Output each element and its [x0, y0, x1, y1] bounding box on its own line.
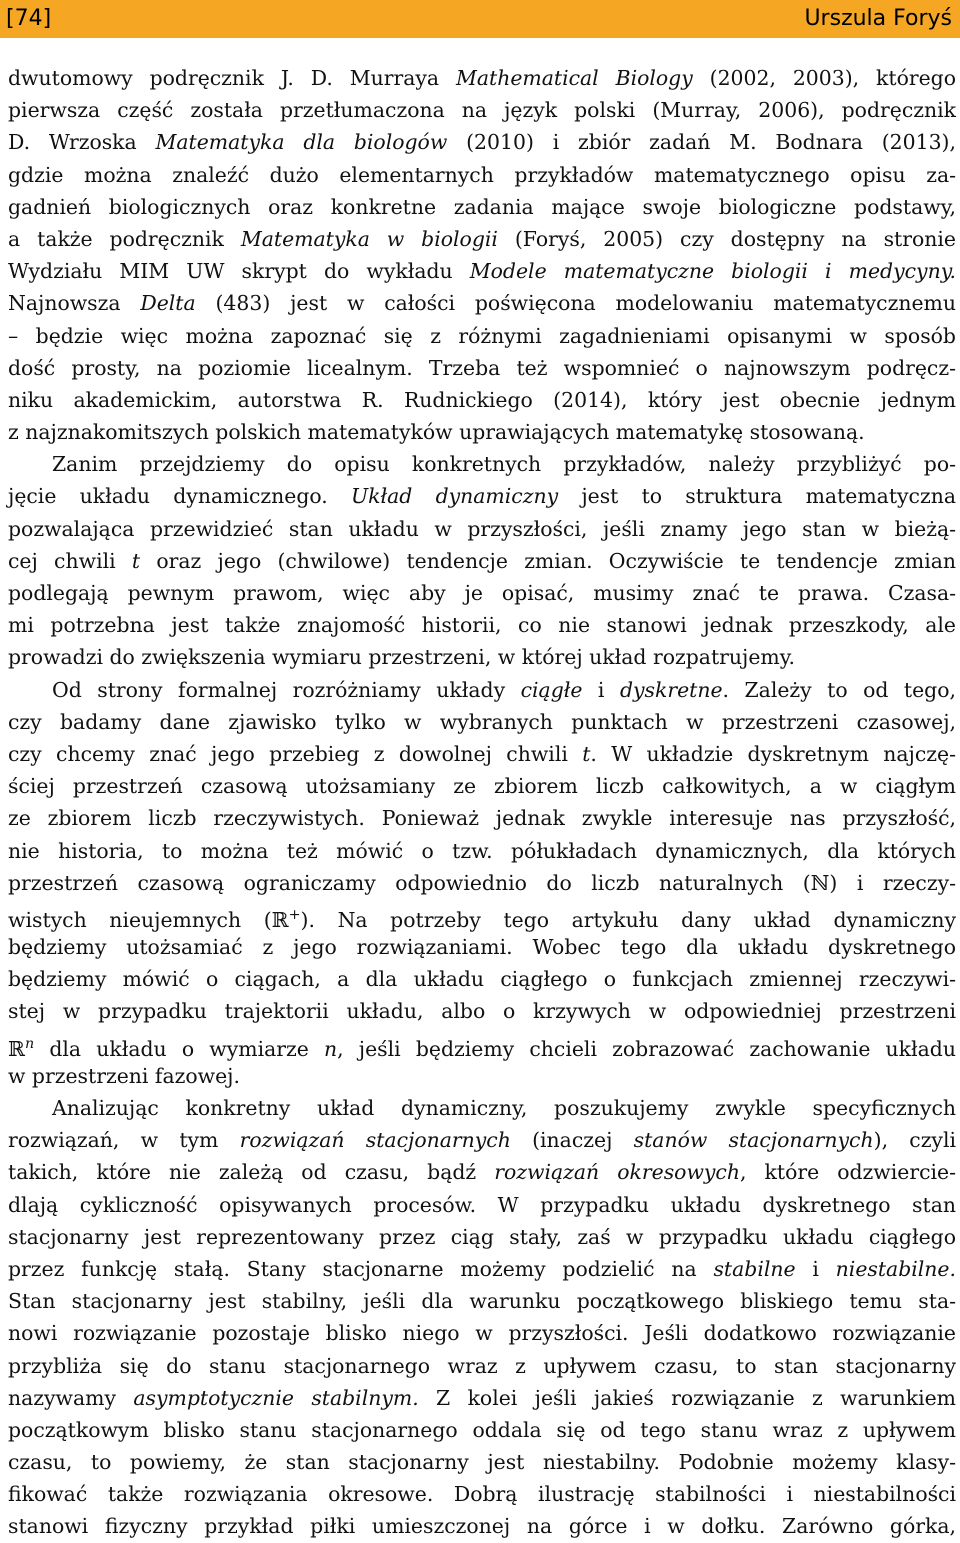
text-line: [8, 94, 956, 126]
text-line: [8, 835, 956, 867]
text-line: [8, 545, 956, 577]
text-segment: gadnień biologicznych oraz konkretne zadania mające swoje biologiczne podstawy,: [8, 194, 956, 219]
text-segment: (2002, 2003), którego: [692, 66, 956, 90]
text-segment: czasu, to powiemy, że stan stacjonarny jest niestabilny. Podobnie możemy klasy-: [8, 1450, 956, 1475]
text-segment: nie historia, to można też mówić o tzw. półukładach dynamicznych, dla których: [8, 838, 956, 863]
text-line: [8, 1414, 956, 1446]
text-segment: rozwiązań, w tym: [8, 1128, 240, 1153]
text-segment: pierwsza część została przetłumaczona na język polski (Murray, 2006), podręcznik: [8, 98, 956, 123]
text-segment: Zanim przejdziemy do opisu konkretnych przykładów, należy przybliżyć po-: [52, 452, 956, 477]
text-segment: przybliża się do stanu stacjonarnego wraz z upływem czasu, to stan stacjonarny: [8, 1353, 956, 1378]
italic-text: Mathematical Biology: [455, 66, 693, 90]
text-line: [8, 480, 956, 512]
text-line: [8, 1060, 956, 1092]
text-segment: Analizując konkretny układ dynamiczny, poszukujemy zwykle specyficznych: [52, 1096, 956, 1120]
text-segment: i: [795, 1256, 836, 1281]
text-segment: ściej przestrzeń czasową utożsamiany ze zbiorem liczb całkowitych, a w ciągłym: [8, 774, 956, 799]
text-line: [8, 1350, 956, 1382]
italic-text: t: [582, 741, 591, 766]
italic-text: niestabilne.: [835, 1256, 956, 1281]
text-segment: (Foryś, 2005) czy dostępny na stronie: [497, 226, 956, 251]
text-line: [8, 255, 956, 287]
text-segment: ). Na potrzeby tego artykułu dany układ dynamiczny: [300, 907, 956, 932]
text-line: [8, 448, 956, 480]
italic-text: n: [24, 1035, 35, 1052]
text-segment: , które odzwiercie-: [739, 1160, 956, 1185]
text-segment: stacjonarny jest reprezentowany przez ciąg stały, zaś w przypadku układu ciągłego: [8, 1224, 956, 1249]
text-line: [8, 577, 956, 609]
text-segment: a także podręcznik: [8, 226, 241, 251]
text-line: [8, 1253, 956, 1285]
text-line: [8, 1124, 956, 1156]
text-segment: ℝ: [8, 1036, 25, 1061]
text-line: [8, 770, 956, 802]
italic-text: ciągłe: [520, 677, 583, 702]
text-line: [8, 1317, 956, 1349]
text-line: [8, 191, 956, 223]
text-segment: oraz jego (chwilowe) tendencje zmian. Oczywiście te tendencje zmian: [140, 548, 957, 573]
page-number: [74]: [6, 6, 52, 31]
italic-text: dyskretne: [619, 677, 723, 702]
text-segment: , jeśli będziemy chcieli zobrazować zachowanie układu: [337, 1036, 956, 1061]
text-segment: dwutomowy podręcznik J. D. Murraya: [8, 66, 456, 90]
text-line: [8, 995, 956, 1027]
text-line: [8, 384, 956, 416]
text-segment: będziemy utożsamiać z jego rozwiązaniami. Wobec tego dla układu dyskretnego: [8, 935, 956, 960]
text-segment: . W układzie dyskretnym najczę-: [590, 741, 956, 766]
text-segment: Wydziału MIM UW skrypt do wykładu: [8, 259, 470, 284]
text-segment: będziemy mówić o ciągach, a dla układu ciągłego o funkcjach zmiennej rzeczywi-: [8, 967, 956, 992]
text-segment: jęcie układu dynamicznego.: [8, 484, 351, 509]
text-line: [8, 352, 956, 384]
text-line: [8, 931, 956, 963]
text-line: [8, 1221, 956, 1253]
text-line: [8, 899, 956, 931]
text-segment: fikować także rozwiązania okresowe. Dobrą ilustrację stabilności i niestabilności: [8, 1482, 956, 1507]
italic-text: t: [131, 548, 141, 573]
text-segment: i: [582, 677, 620, 702]
text-segment: Najnowsza: [8, 291, 141, 316]
text-segment: w przestrzeni fazowej.: [8, 1063, 240, 1088]
text-segment: Z kolei jeśli jakieś rozwiązanie z warunkiem: [418, 1385, 956, 1410]
text-segment: wistych nieujemnych (ℝ: [8, 907, 289, 932]
text-segment: podlegają pewnym prawom, więc aby je opisać, musimy znać te prawa. Czasa-: [8, 581, 956, 605]
text-line: [8, 1156, 956, 1188]
text-line: [8, 963, 956, 995]
text-line: [8, 287, 956, 319]
text-line: [8, 62, 956, 94]
text-segment: Od strony formalnej rozróżniamy układy: [52, 677, 521, 702]
text-line: [8, 641, 956, 673]
text-segment: niku akademickim, autorstwa R. Rudnickiego (2014), który jest obecnie jednym: [8, 387, 956, 412]
text-segment: z najznakomitszych polskich matematyków uprawiających matematykę stosowaną.: [8, 420, 865, 445]
text-line: [8, 609, 956, 641]
italic-text: Delta: [140, 291, 196, 316]
text-line: [8, 1189, 956, 1221]
text-line: [8, 416, 956, 448]
text-line: [8, 1478, 956, 1510]
text-line: [8, 674, 956, 706]
italic-text: Matematyka dla biologów: [155, 130, 448, 155]
text-line: [8, 1092, 956, 1124]
text-segment: +: [288, 906, 301, 923]
text-segment: nowi rozwiązanie pozostaje blisko niego w przyszłości. Jeśli dodatkowo rozwiązanie: [8, 1321, 956, 1346]
italic-text: stanów stacjonarnych: [633, 1128, 874, 1153]
text-segment: dlają cykliczność opisywanych procesów. W przypadku układu dyskretnego stan: [8, 1192, 956, 1217]
italic-text: n: [323, 1036, 338, 1061]
italic-text: Matematyka w biologii: [240, 226, 498, 251]
text-line: [8, 738, 956, 770]
text-segment: ze zbiorem liczb rzeczywistych. Ponieważ jednak zwykle interesuje nas przyszłość,: [8, 806, 956, 831]
text-segment: cej chwili: [8, 548, 132, 573]
text-segment: początkowym blisko stanu stacjonarnego oddala się od tego stanu wraz z upływem: [8, 1417, 956, 1442]
page-header: [0, 0, 960, 38]
text-line: [8, 1382, 956, 1414]
text-line: [8, 1446, 956, 1478]
text-line: [8, 706, 956, 738]
text-line: [8, 126, 956, 158]
body-text: [8, 62, 956, 1543]
text-segment: stanowi fizyczny przykład piłki umieszczonej na górce i w dołku. Zarówno górka,: [8, 1514, 956, 1539]
text-segment: (2010) i zbiór zadań M. Bodnara (2013),: [447, 130, 956, 155]
text-segment: przez funkcję stałą. Stany stacjonarne możemy podzielić na: [8, 1256, 714, 1281]
italic-text: rozwiązań stacjonarnych: [239, 1128, 511, 1153]
text-segment: (483) jest w całości poświęcona modelowaniu matematycznemu: [195, 291, 957, 316]
italic-text: stabilne: [713, 1256, 796, 1281]
text-segment: mi potrzebna jest także znajomość historii, co nie stanowi jednak przeszkody, ale: [8, 613, 956, 638]
text-segment: przestrzeń czasową ograniczamy odpowiednio do liczb naturalnych (ℕ) i rzeczy-: [8, 870, 956, 895]
text-line: [8, 320, 956, 352]
text-segment: jest to struktura matematyczna: [558, 484, 956, 509]
italic-text: asymptotycznie stabilnym.: [133, 1385, 419, 1410]
text-segment: stej w przypadku trajektorii układu, albo o krzywych w odpowiedniej przestrzeni: [8, 999, 956, 1024]
text-line: [8, 802, 956, 834]
text-line: [8, 1510, 956, 1542]
text-segment: prowadzi do zwiększenia wymiaru przestrzeni, w której układ rozpatrujemy.: [8, 645, 796, 670]
text-line: [8, 159, 956, 191]
text-line: [8, 867, 956, 899]
running-author: Urszula Foryś: [804, 6, 952, 31]
text-segment: dla układu o wymiarze: [34, 1036, 324, 1061]
italic-text: rozwiązań okresowych: [494, 1160, 740, 1185]
text-segment: . Zależy to od tego,: [722, 677, 956, 702]
italic-text: Modele matematyczne biologii i medycyny.: [469, 259, 956, 284]
text-segment: Stan stacjonarny jest stabilny, jeśli dla warunku początkowego bliskiego temu sta-: [8, 1289, 956, 1314]
text-segment: ), czyli: [873, 1128, 956, 1153]
text-segment: (inaczej: [510, 1128, 634, 1153]
text-line: [8, 1285, 956, 1317]
text-segment: nazywamy: [8, 1385, 134, 1410]
text-line: [8, 513, 956, 545]
text-line: [8, 1028, 956, 1060]
text-segment: – będzie więc można zapoznać się z różnymi zagadnieniami opisanymi w sposób: [8, 323, 956, 348]
text-segment: gdzie można znaleźć dużo elementarnych przykładów matematycznego opisu za-: [8, 162, 956, 187]
text-segment: D. Wrzoska: [8, 130, 156, 155]
text-segment: pozwalająca przewidzieć stan układu w przyszłości, jeśli znamy jego stan w bieżą-: [8, 516, 956, 541]
text-segment: takich, które nie zależą od czasu, bądź: [8, 1160, 495, 1185]
text-segment: czy chcemy znać jego przebieg z dowolnej chwili: [8, 741, 583, 766]
italic-text: Układ dynamiczny: [351, 484, 559, 509]
text-line: [8, 223, 956, 255]
text-segment: dość prosty, na poziomie licealnym. Trzeba też wspomnieć o najnowszym podręcz-: [8, 355, 956, 380]
text-segment: czy badamy dane zjawisko tylko w wybranych punktach w przestrzeni czasowej,: [8, 709, 956, 734]
